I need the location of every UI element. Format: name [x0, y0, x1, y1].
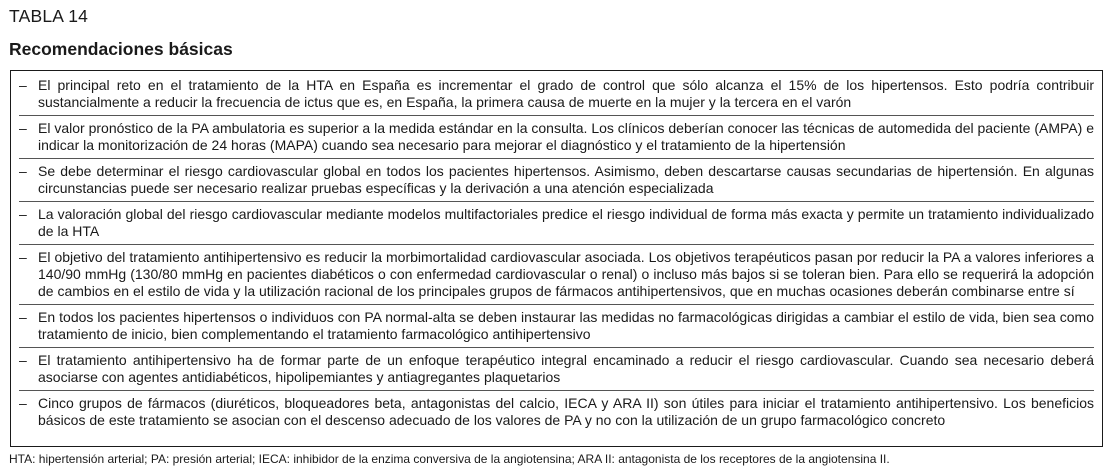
dash-bullet: –	[19, 206, 27, 222]
table-title: Recomendaciones básicas	[9, 39, 233, 59]
dash-bullet: –	[19, 163, 27, 179]
recommendation-text: El principal reto en el tratamiento de la HTA en España es incrementar el grado de control que sólo alcanza el 15% de los hipertensos. Esto podría contribuir sustancialmente a reducir la frecuencia de ictus que es, en España, la primera causa de muerte en la mujer y la tercera en el varón	[38, 77, 1094, 110]
dash-bullet: –	[19, 352, 27, 368]
dash-bullet: –	[19, 395, 27, 411]
dash-bullet: –	[19, 249, 27, 265]
recommendation-text: El valor pronóstico de la PA ambulatoria es superior a la medida estándar en la consulta. Los clínicos deberían conocer las técnicas de automedida del paciente (AMPA) e indicar la monitorización de 24 horas (MAPA) cuando sea necesario para mejorar el diagnóstico y el tratamiento de la hipertensión	[38, 120, 1094, 153]
recommendation-item-5	[19, 249, 1094, 305]
dash-bullet: –	[19, 120, 27, 136]
dash-bullet: –	[19, 77, 27, 93]
recommendation-item-3	[19, 163, 1094, 202]
recommendation-item-4	[19, 206, 1094, 245]
recommendation-text: El tratamiento antihipertensivo ha de formar parte de un enfoque terapéutico integral encaminado a reducir el riesgo cardiovascular. Cuando sea necesario deberá asociarse con agentes antidiabéticos, hipolipemiantes y antiagregantes plaquetarios	[38, 352, 1094, 385]
recommendation-item-6	[19, 309, 1094, 348]
recommendation-text: Se debe determinar el riesgo cardiovascular global en todos los pacientes hipertensos. Asimismo, deben descartarse causas secundarias de hipertensión. En algunas circunstancias puede ser necesario realizar pruebas específicas y la derivación a una atención especializada	[38, 163, 1094, 196]
recommendation-text: En todos los pacientes hipertensos o individuos con PA normal-alta se deben instaurar las medidas no farmacológicas dirigidas a cambiar el estilo de vida, bien sea como tratamiento de inicio, bien complementando el tratamiento farmacológico antihipertensivo	[38, 309, 1094, 342]
recommendation-text: El objetivo del tratamiento antihipertensivo es reducir la morbimortalidad cardiovascular asociada. Los objetivos terapéuticos pasan por reducir la PA a valores inferiores a 140/90 mmHg (130/80 mmHg en pacientes diabéticos o con enfermedad cardiovascular o renal) o incluso más bajos si se toleran bien. Para ello se requerirá la adopción de cambios en el estilo de vida y la utilización racional de los principales grupos de fármacos antihipertensivos, que en muchas ocasiones deberán combinarse entre sí	[38, 249, 1094, 299]
recommendations-list	[19, 77, 1094, 433]
recommendation-item-8	[19, 395, 1094, 433]
dash-bullet: –	[19, 309, 27, 325]
recommendation-item-1	[19, 77, 1094, 116]
recommendations-box	[10, 70, 1103, 447]
table-number-label: TABLA 14	[9, 6, 89, 26]
recommendation-item-7	[19, 352, 1094, 391]
recommendation-text: Cinco grupos de fármacos (diuréticos, bloqueadores beta, antagonistas del calcio, IECA y ARA II) son útiles para iniciar el tratamiento antihipertensivo. Los beneficios básicos de este tratamiento se asocian con el descenso adecuado de los valores de PA y no con la utilización de un grupo farmacológico concreto	[38, 395, 1094, 428]
abbreviations-footnote: HTA: hipertensión arterial; PA: presión arterial; IECA: inhibidor de la enzima conversiva de la angiotensina; ARA II: antagonista de los receptores de la angiotensina II.	[9, 452, 890, 466]
recommendation-text: La valoración global del riesgo cardiovascular mediante modelos multifactoriales predice el riesgo individual de forma más exacta y permite un tratamiento individualizado de la HTA	[38, 206, 1094, 239]
recommendation-item-2	[19, 120, 1094, 159]
